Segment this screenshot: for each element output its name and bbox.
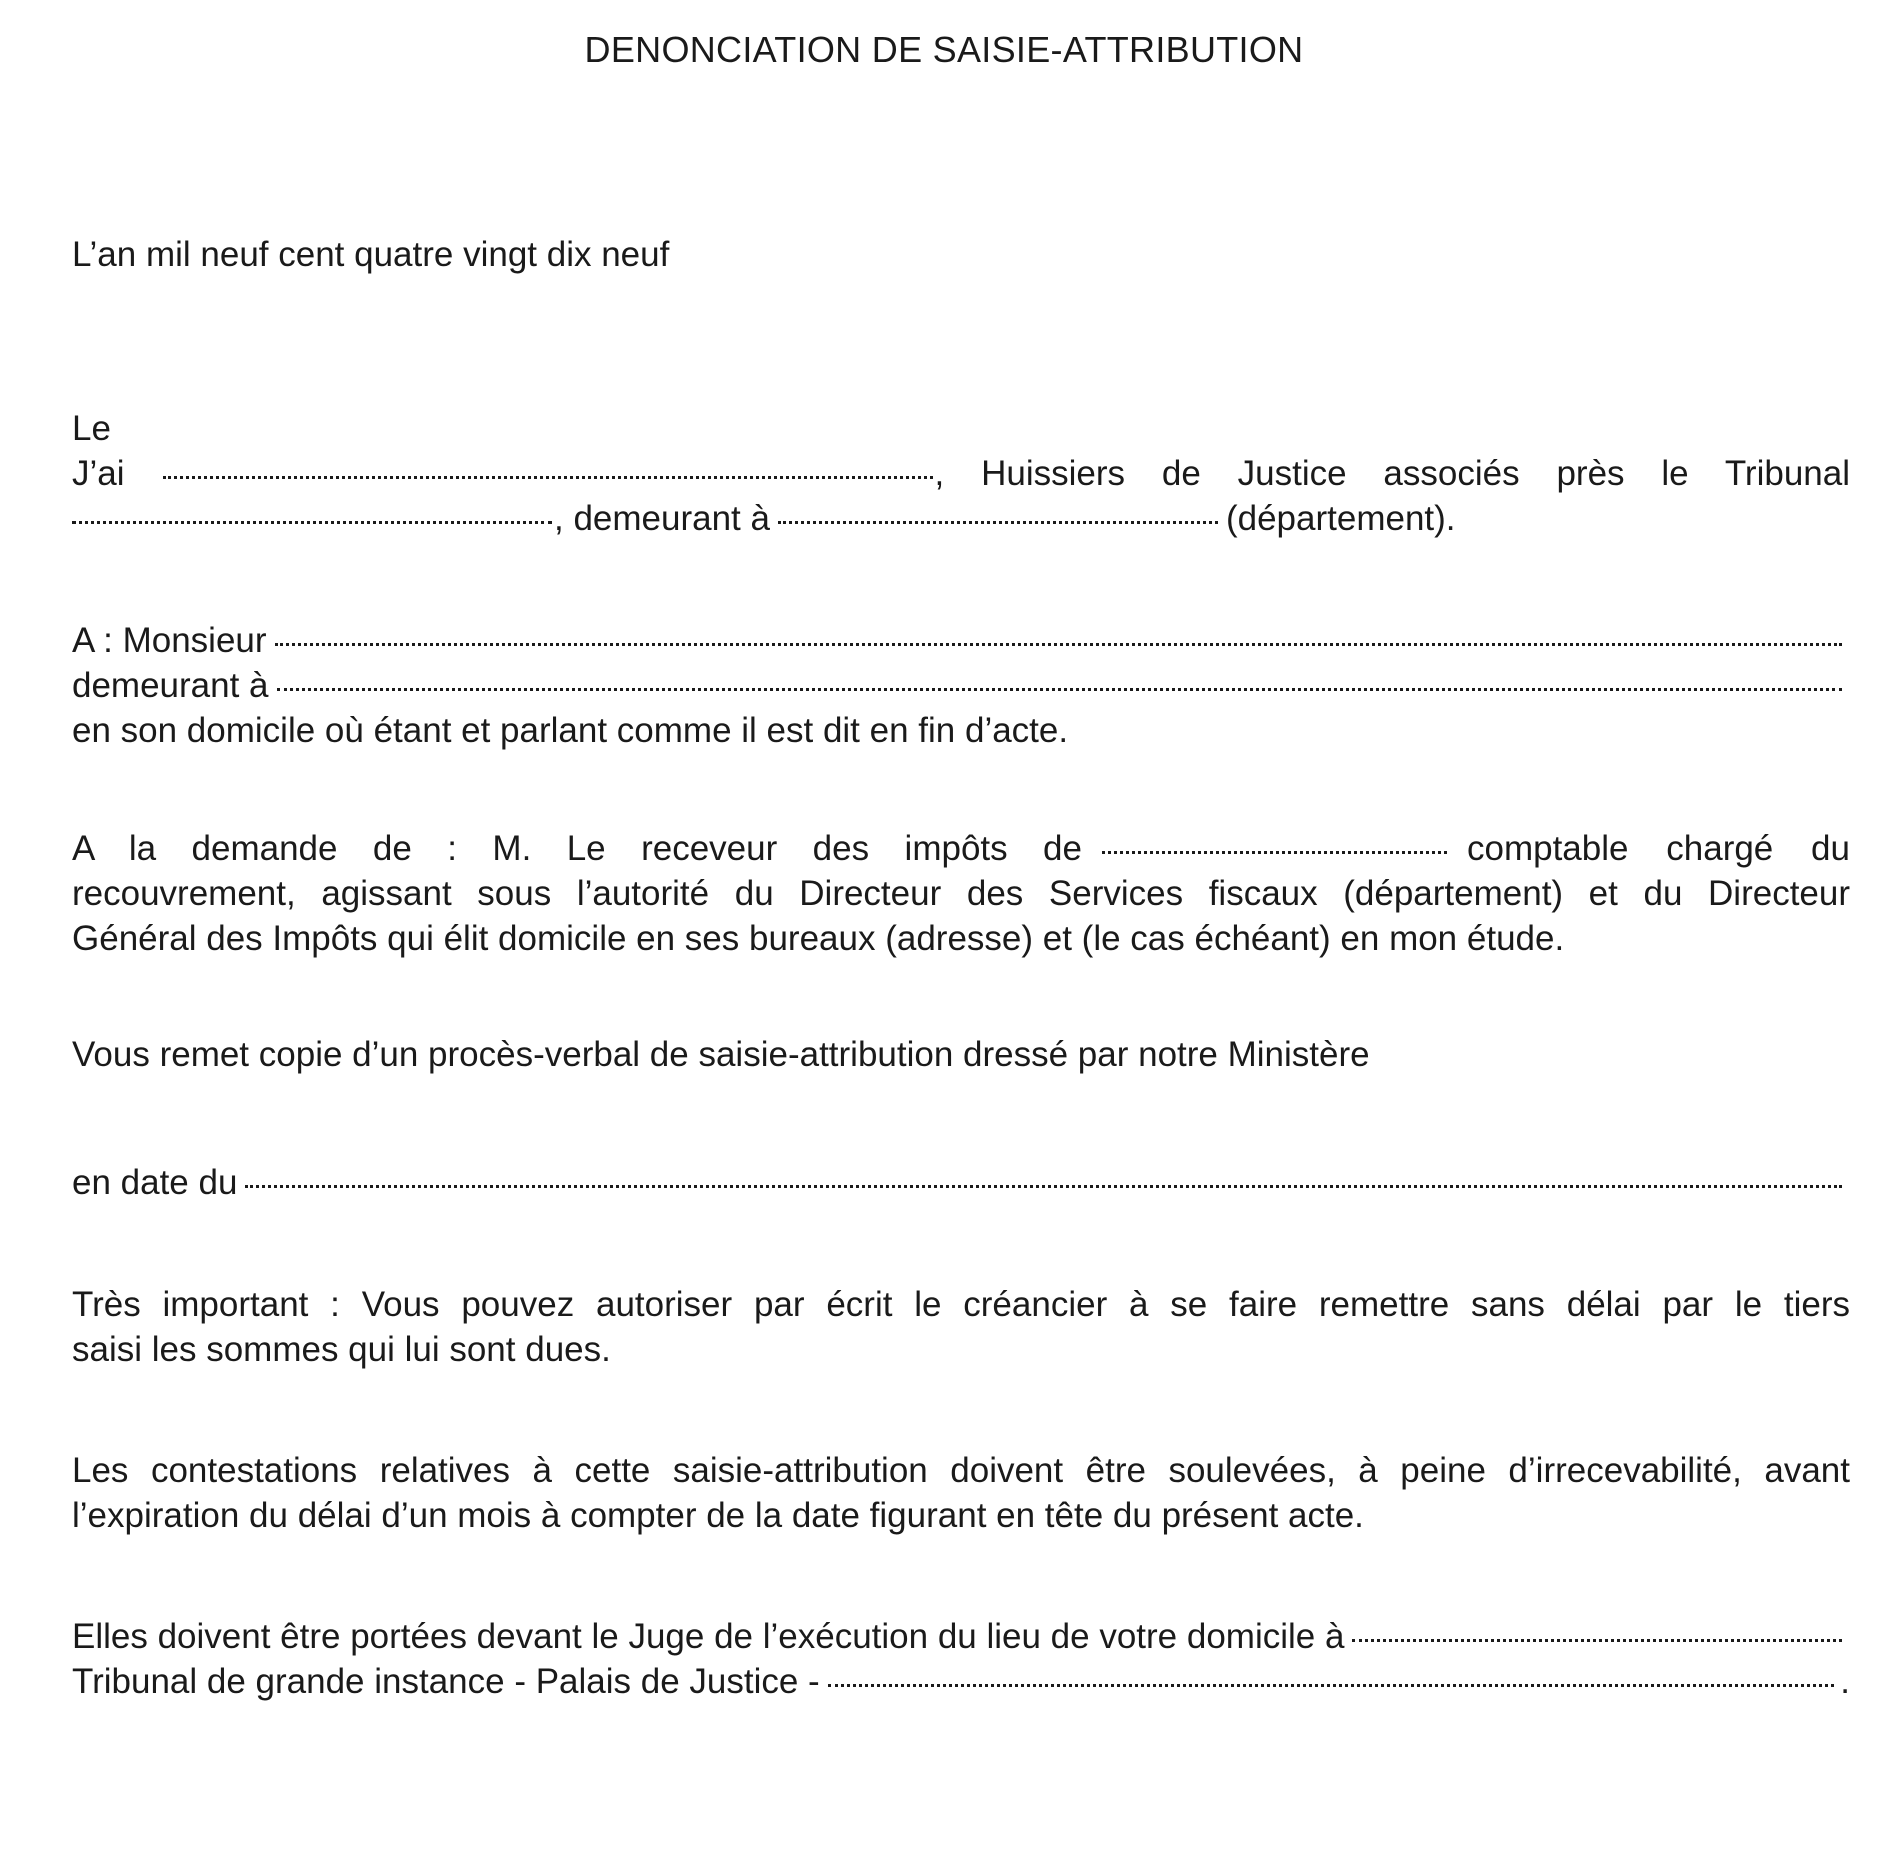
demande-line-1: [72, 826, 1850, 871]
contestations-section: [72, 1448, 1850, 1538]
domicile-text: en son domicile où étant et parlant comme il est dit en fin d’acte.: [72, 711, 1069, 750]
remise-line: [72, 1032, 1850, 1077]
recipient-address-field[interactable]: [277, 688, 1842, 691]
recipient-address-line: [72, 663, 1850, 708]
document-title: DENONCIATION DE SAISIE-ATTRIBUTION: [584, 29, 1304, 70]
bailiff-address-field[interactable]: [778, 521, 1218, 524]
tribunal-line: [72, 496, 1850, 541]
recipient-section: [72, 618, 1850, 753]
bailiff-section: [72, 406, 1850, 541]
date-field-line: [72, 1160, 1850, 1205]
juge-line-2: [72, 1659, 1850, 1704]
palais-address-field[interactable]: [828, 1684, 1835, 1687]
juge-line-1: [72, 1614, 1850, 1659]
contestations-line-1: Les contestations relatives à cette saisie-attribution doivent être soulevées, à peine d’irrecevabilité, avant: [72, 1451, 1850, 1490]
demeurant-text: , demeurant à: [554, 499, 770, 538]
recipient-demeurant-label: demeurant à: [72, 666, 269, 705]
monsieur-label: A : Monsieur: [72, 621, 267, 660]
juge-text: Elles doivent être portées devant le Juge de l’exécution du lieu de votre domicile à: [72, 1617, 1345, 1656]
juge-line-end: .: [1840, 1662, 1850, 1701]
jai-label: J’ai: [72, 454, 125, 493]
date-field[interactable]: [245, 1185, 1842, 1188]
jai-line: [72, 451, 1850, 496]
date-label: en date du: [72, 1163, 238, 1202]
recette-field[interactable]: [1102, 851, 1447, 854]
juge-section: [72, 1614, 1850, 1704]
demande-section: [72, 826, 1850, 961]
bailiff-name-field[interactable]: [163, 476, 933, 479]
important-section: [72, 1282, 1850, 1372]
huissiers-text: , Huissiers de Justice associés près le Tribunal: [934, 454, 1850, 493]
date-line-text: L’an mil neuf cent quatre vingt dix neuf: [72, 235, 670, 274]
demande-start: A la demande de : M. Le receveur des impôts de: [72, 829, 1082, 868]
demande-end: comptable chargé du: [1467, 829, 1850, 868]
tribunal-field[interactable]: [72, 521, 552, 524]
departement-text: (département).: [1225, 499, 1456, 538]
le-label: Le: [72, 409, 111, 448]
contestations-line-2: l’expiration du délai d’un mois à compter de la date figurant en tête du présent acte.: [72, 1496, 1364, 1535]
important-line-2: saisi les sommes qui lui sont dues.: [72, 1330, 611, 1369]
date-line: [72, 232, 1850, 277]
demande-line-2: recouvrement, agissant sous l’autorité du Directeur des Services fiscaux (département) et du Directeur: [72, 874, 1850, 913]
juge-location-field[interactable]: [1352, 1639, 1842, 1642]
monsieur-line: [72, 618, 1850, 663]
tribunal-text: Tribunal de grande instance - Palais de Justice -: [72, 1662, 820, 1701]
remise-text: Vous remet copie d’un procès-verbal de saisie-attribution dressé par notre Ministère: [72, 1035, 1370, 1074]
monsieur-name-field[interactable]: [275, 643, 1842, 646]
important-line-1: Très important : Vous pouvez autoriser par écrit le créancier à se faire remettre sans délai par le tiers: [72, 1285, 1850, 1324]
demande-line-3: Général des Impôts qui élit domicile en ses bureaux (adresse) et (le cas échéant) en mon étude.: [72, 919, 1565, 958]
